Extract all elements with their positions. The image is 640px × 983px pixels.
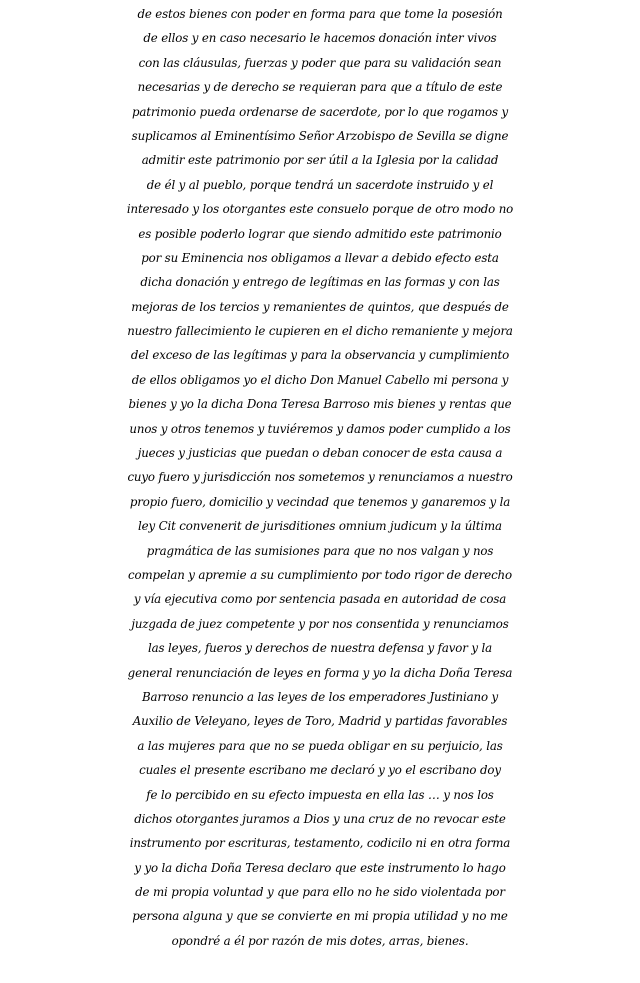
text-line: y vía ejecutiva como por sentencia pasada en autoridad de cosa: [133, 592, 507, 607]
text-line: pragmática de las sumisiones para que no nos valgan y nos: [146, 543, 494, 558]
text-line: de ellos obligamos yo el dicho Don Manuel Cabello mi persona y: [131, 372, 509, 387]
text-line: ley Cit convenerit de jurisditiones omnium judicum y la última: [138, 519, 502, 534]
text-line: patrimonio pueda ordenarse de sacerdote, por lo que rogamos y: [131, 104, 508, 119]
text-line: del exceso de las legítimas y para la observancia y cumplimiento: [130, 348, 510, 363]
text-line: cuyo fuero y jurisdicción nos sometemos y renunciamos a nuestro: [127, 470, 513, 485]
text-line: por su Eminencia nos obligamos a llevar a debido efecto esta: [141, 250, 499, 265]
text-line: dicha donación y entrego de legítimas en las formas y con las: [140, 275, 500, 290]
text-line: admitir este patrimonio por ser útil a la Iglesia por la calidad: [141, 153, 499, 168]
text-line: de él y al pueblo, porque tendrá un sacerdote instruido y el: [146, 177, 494, 192]
text-line: y yo la dicha Doña Teresa declaro que este instrumento lo hago: [134, 860, 506, 875]
text-line: es posible poderlo lograr que siendo admitido este patrimonio: [138, 226, 502, 241]
text-line: cuales el presente escribano me declaró y yo el escribano doy: [139, 763, 501, 778]
text-line: bienes y yo la dicha Dona Teresa Barroso mis bienes y rentas que: [128, 397, 512, 412]
text-line: a las mujeres para que no se pueda obligar en su perjuicio, las: [137, 738, 503, 753]
text-line: con las cláusulas, fuerzas y poder que para su validación sean: [138, 55, 502, 70]
text-line: de mi propia voluntad y que para ello no he sido violentada por: [135, 885, 505, 900]
text-line: general renunciación de leyes en forma y yo la dicha Doña Teresa: [127, 665, 513, 680]
text-line: interesado y los otorgantes este consuelo porque de otro modo no: [126, 202, 514, 217]
text-line: necesarias y de derecho se requieran para que a título de este: [137, 80, 503, 95]
text-line: fe lo percibido en su efecto impuesta en ella las … y nos los: [146, 787, 494, 802]
text-line: propio fuero, domicilio y vecindad que tenemos y ganaremos y la: [129, 494, 511, 509]
text-line: de estos bienes con poder en forma para que tome la posesión: [137, 7, 503, 21]
text-line: nuestro fallecimiento le cupieren en el dicho remaniente y mejora: [127, 324, 513, 339]
text-line: jueces y justicias que puedan o deban conocer de esta causa a: [137, 446, 503, 461]
text-line: juzgada de juez competente y por nos consentida y renunciamos: [131, 616, 509, 631]
text-line: Barroso renuncio a las leyes de los emperadores Justiniano y: [141, 689, 499, 704]
text-line: mejoras de los tercios y remanientes de quintos, que después de: [131, 299, 509, 314]
text-line: instrumento por escrituras, testamento, codicilo ni en otra forma: [129, 836, 511, 851]
text-line: compelan y apremie a su cumplimiento por todo rigor de derecho: [128, 567, 512, 582]
text-line: suplicamos al Eminentísimo Señor Arzobispo de Sevilla se digne: [131, 128, 509, 143]
text-line: dichos otorgantes juramos a Dios y una cruz de no revocar este: [134, 811, 506, 826]
text-line: de ellos y en caso necesario le hacemos donación inter vivos: [143, 31, 497, 46]
document-text: [0, 2, 640, 953]
text-line: unos y otros tenemos y tuviéremos y damos poder cumplido a los: [129, 421, 511, 436]
text-line: opondré a él por razón de mis dotes, arras, bienes.: [171, 933, 469, 948]
text-line: las leyes, fueros y derechos de nuestra defensa y favor y la: [148, 641, 492, 656]
text-line: Auxilio de Veleyano, leyes de Toro, Madrid y partidas favorables: [132, 714, 508, 729]
text-line: persona alguna y que se convierte en mi propia utilidad y no me: [132, 909, 508, 924]
